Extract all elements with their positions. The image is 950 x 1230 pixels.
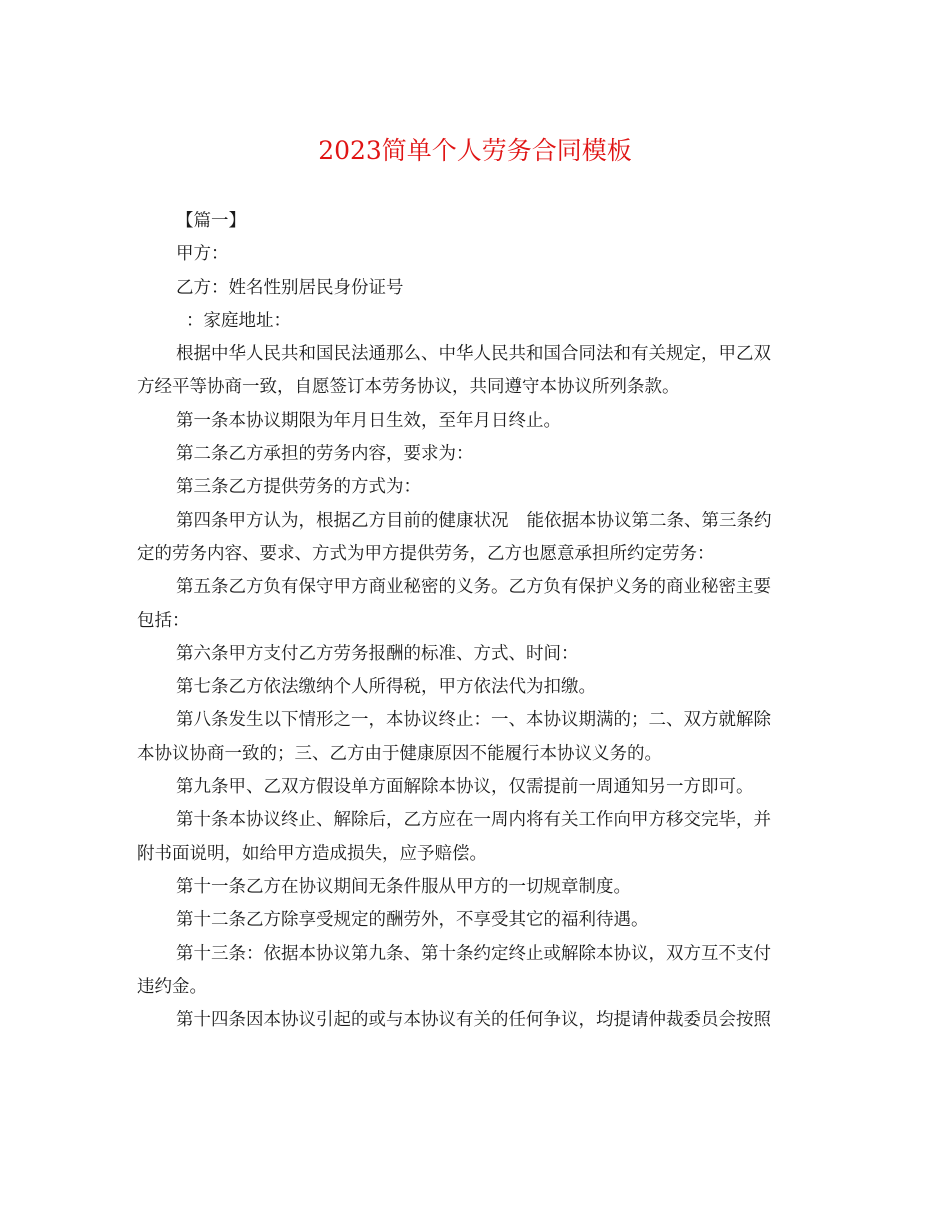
paragraph-line: 方经平等协商一致，自愿签订本劳务协议，共同遵守本协议所列条款。 — [137, 377, 680, 398]
clause-12: 第十二条乙方除享受规定的酬劳外，不享受其它的福利待遇。 — [176, 910, 649, 931]
clause-13: 第十三条：依据本协议第九条、第十条约定终止或解除本协议，双方互不支付 — [176, 943, 771, 964]
clause-4 — [137, 505, 817, 538]
section-heading: 【篇一】 — [176, 211, 246, 231]
clause-1: 第一条本协议期限为年月日生效，至年月日终止。 — [176, 410, 561, 431]
paragraph-line: 本协议协商一致的；三、乙方由于健康原因不能履行本协议义务的。 — [137, 743, 662, 764]
clause-10: 第十条本协议终止、解除后，乙方应在一周内将有关工作向甲方移交完毕，并 — [176, 810, 771, 831]
paragraph-line: 定的劳务内容、要求、方式为甲方提供劳务，乙方也愿意承担所约定劳务： — [137, 543, 715, 564]
clause-3: 第三条乙方提供劳务的方式为： — [176, 477, 421, 498]
address-line: ：家庭地址： — [186, 310, 291, 331]
document-body — [137, 205, 817, 1037]
clause-14: 第十四条因本协议引起的或与本协议有关的任何争议，均提请仲裁委员会按照 — [176, 1010, 771, 1031]
clause-6: 第六条甲方支付乙方劳务报酬的标准、方式、时间： — [176, 643, 579, 664]
paragraph-line: 根据中华人民共和国民法通那么、中华人民共和国合同法和有关规定，甲乙双 — [176, 344, 771, 365]
party-a-line: 甲方： — [176, 244, 229, 265]
clause-2: 第二条乙方承担的劳务内容，要求为： — [176, 444, 474, 465]
clause-8: 第八条发生以下情形之一，本协议终止：一、本协议期满的；二、双方就解除 — [176, 710, 771, 731]
paragraph-line: 包括： — [137, 610, 190, 631]
clause-7: 第七条乙方依法缴纳个人所得税，甲方依法代为扣缴。 — [176, 677, 596, 698]
party-b-line: 乙方：姓名性别居民身份证号 — [176, 277, 404, 298]
clause-9: 第九条甲、乙双方假设单方面解除本协议，仅需提前一周通知另一方即可。 — [176, 777, 754, 798]
clause-5: 第五条乙方负有保守甲方商业秘密的义务。乙方负有保护义务的商业秘密主要 — [176, 577, 771, 598]
paragraph-line: 违约金。 — [137, 976, 207, 997]
clause-4-part-1: 第四条甲方认为，根据乙方目前的健康状况 — [176, 510, 509, 531]
clause-11: 第十一条乙方在协议期间无条件服从甲方的一切规章制度。 — [176, 876, 631, 897]
clause-4-part-2: 能依据本协议第二条、第三条约 — [526, 510, 772, 531]
document-title: 2023简单个人劳务合同模板 — [318, 136, 632, 165]
paragraph-line: 附书面说明，如给甲方造成损失，应予赔偿。 — [137, 843, 487, 864]
